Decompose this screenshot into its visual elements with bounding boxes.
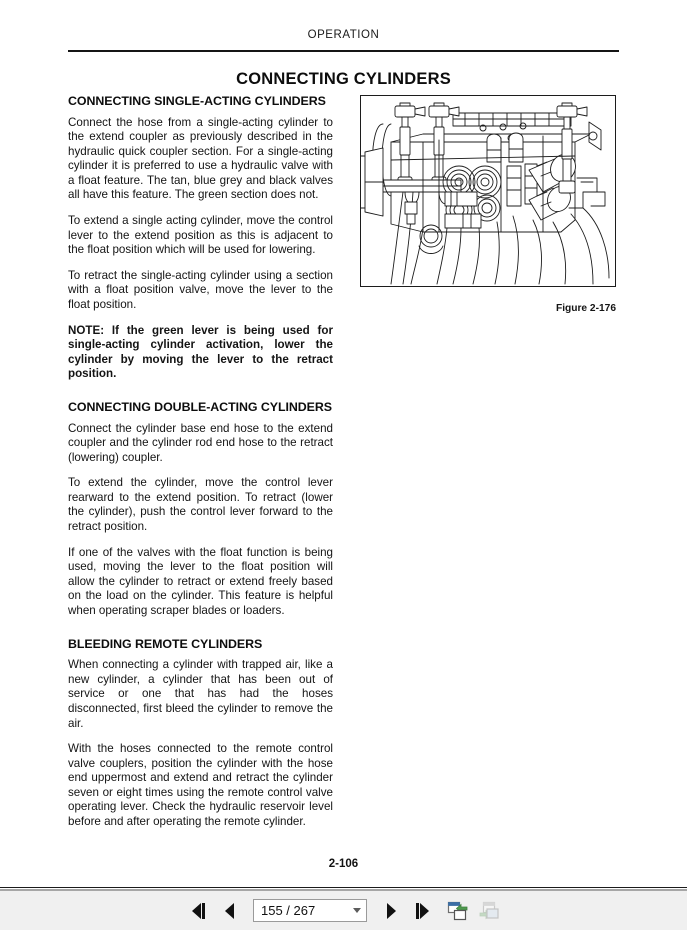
previous-page-icon xyxy=(225,903,234,919)
next-page-icon xyxy=(387,903,396,919)
right-figure-column xyxy=(360,95,618,314)
paragraph-bleeding-2: With the hoses connected to the remote control valve couplers, position the cylinder with the hose end uppermost and extend and retract the cylinder seven or eight times using the remote control valve operating lever. Check the hydraulic reservoir level before and after operating the remote cylinder. xyxy=(68,742,333,829)
note-green-lever: NOTE: If the green lever is being used for single-acting cylinder activation, lower the cylinder by moving the lever to the retract position. xyxy=(68,323,333,381)
paragraph-bleeding-1: When connecting a cylinder with trapped air, like a new cylinder, a cylinder that has been out of service or one that has had the hoses disconnected, first bleed the cylinder to remove the air. xyxy=(68,658,333,730)
paragraph-double-acting-3: If one of the valves with the float function is being used, moving the lever to the float position will allow the cylinder to retract or extend freely based on the load on the cylinder. This feature is helpful when operating scraper blades or loaders. xyxy=(68,545,333,618)
page-number-combobox[interactable] xyxy=(253,899,367,922)
page-number-value: 155 / 267 xyxy=(261,903,316,918)
paragraph-single-acting-3: To retract the single-acting cylinder using a section with a float position valve, move the lever to the float position. xyxy=(68,268,333,312)
figure-caption: Figure 2-176 xyxy=(555,303,616,314)
paragraph-double-acting-1: Connect the cylinder base end hose to the extend coupler and the cylinder rod end hose to the retract (lowering) coupler. xyxy=(68,421,333,464)
chevron-down-icon[interactable] xyxy=(353,908,361,913)
paragraph-single-acting-2: To extend a single acting cylinder, move the control lever to the extend position as this is adjacent to the float position which will be used for lowering. xyxy=(68,214,333,257)
running-head: OPERATION xyxy=(307,29,380,41)
heading-connecting-double-acting-cylinders: CONNECTING DOUBLE-ACTING CYLINDERS xyxy=(68,400,333,414)
next-view-icon xyxy=(478,901,500,921)
paragraph-double-acting-2: To extend the cylinder, move the control lever rearward to the extend position. To retract (lower the cylinder), push the control lever forward to the retract position. xyxy=(68,476,333,534)
paragraph-single-acting-1: Connect the hose from a single-acting cylinder to the extend coupler as previously described in the hydraulic quick coupler section. For a single-acting cylinder it is preferred to use a hydraulic valve with a float feature. The tan, blue grey and black valves all have this feature. The green section does not. xyxy=(68,115,333,202)
page-title: CONNECTING CYLINDERS xyxy=(236,70,451,88)
heading-connecting-single-acting-cylinders: CONNECTING SINGLE-ACTING CYLINDERS xyxy=(68,94,326,108)
heading-bleeding-remote-cylinders: BLEEDING REMOTE CYLINDERS xyxy=(68,636,263,651)
previous-page-button[interactable] xyxy=(214,896,244,926)
next-page-button[interactable] xyxy=(376,896,406,926)
left-text-column xyxy=(68,93,333,830)
first-page-button[interactable] xyxy=(183,896,213,926)
previous-view-icon xyxy=(447,901,469,921)
last-page-icon xyxy=(416,903,429,919)
last-page-button[interactable] xyxy=(407,896,437,926)
figure-image xyxy=(360,95,616,287)
page-folio-number: 2-106 xyxy=(328,858,359,870)
previous-view-button[interactable] xyxy=(443,896,473,926)
first-page-icon xyxy=(192,903,205,919)
navigation-button-group xyxy=(183,896,504,926)
hydraulic-valve-line-drawing xyxy=(361,96,614,285)
header-divider-rule xyxy=(68,50,619,52)
next-view-button[interactable] xyxy=(474,896,504,926)
pdf-viewer-toolbar xyxy=(0,889,687,930)
